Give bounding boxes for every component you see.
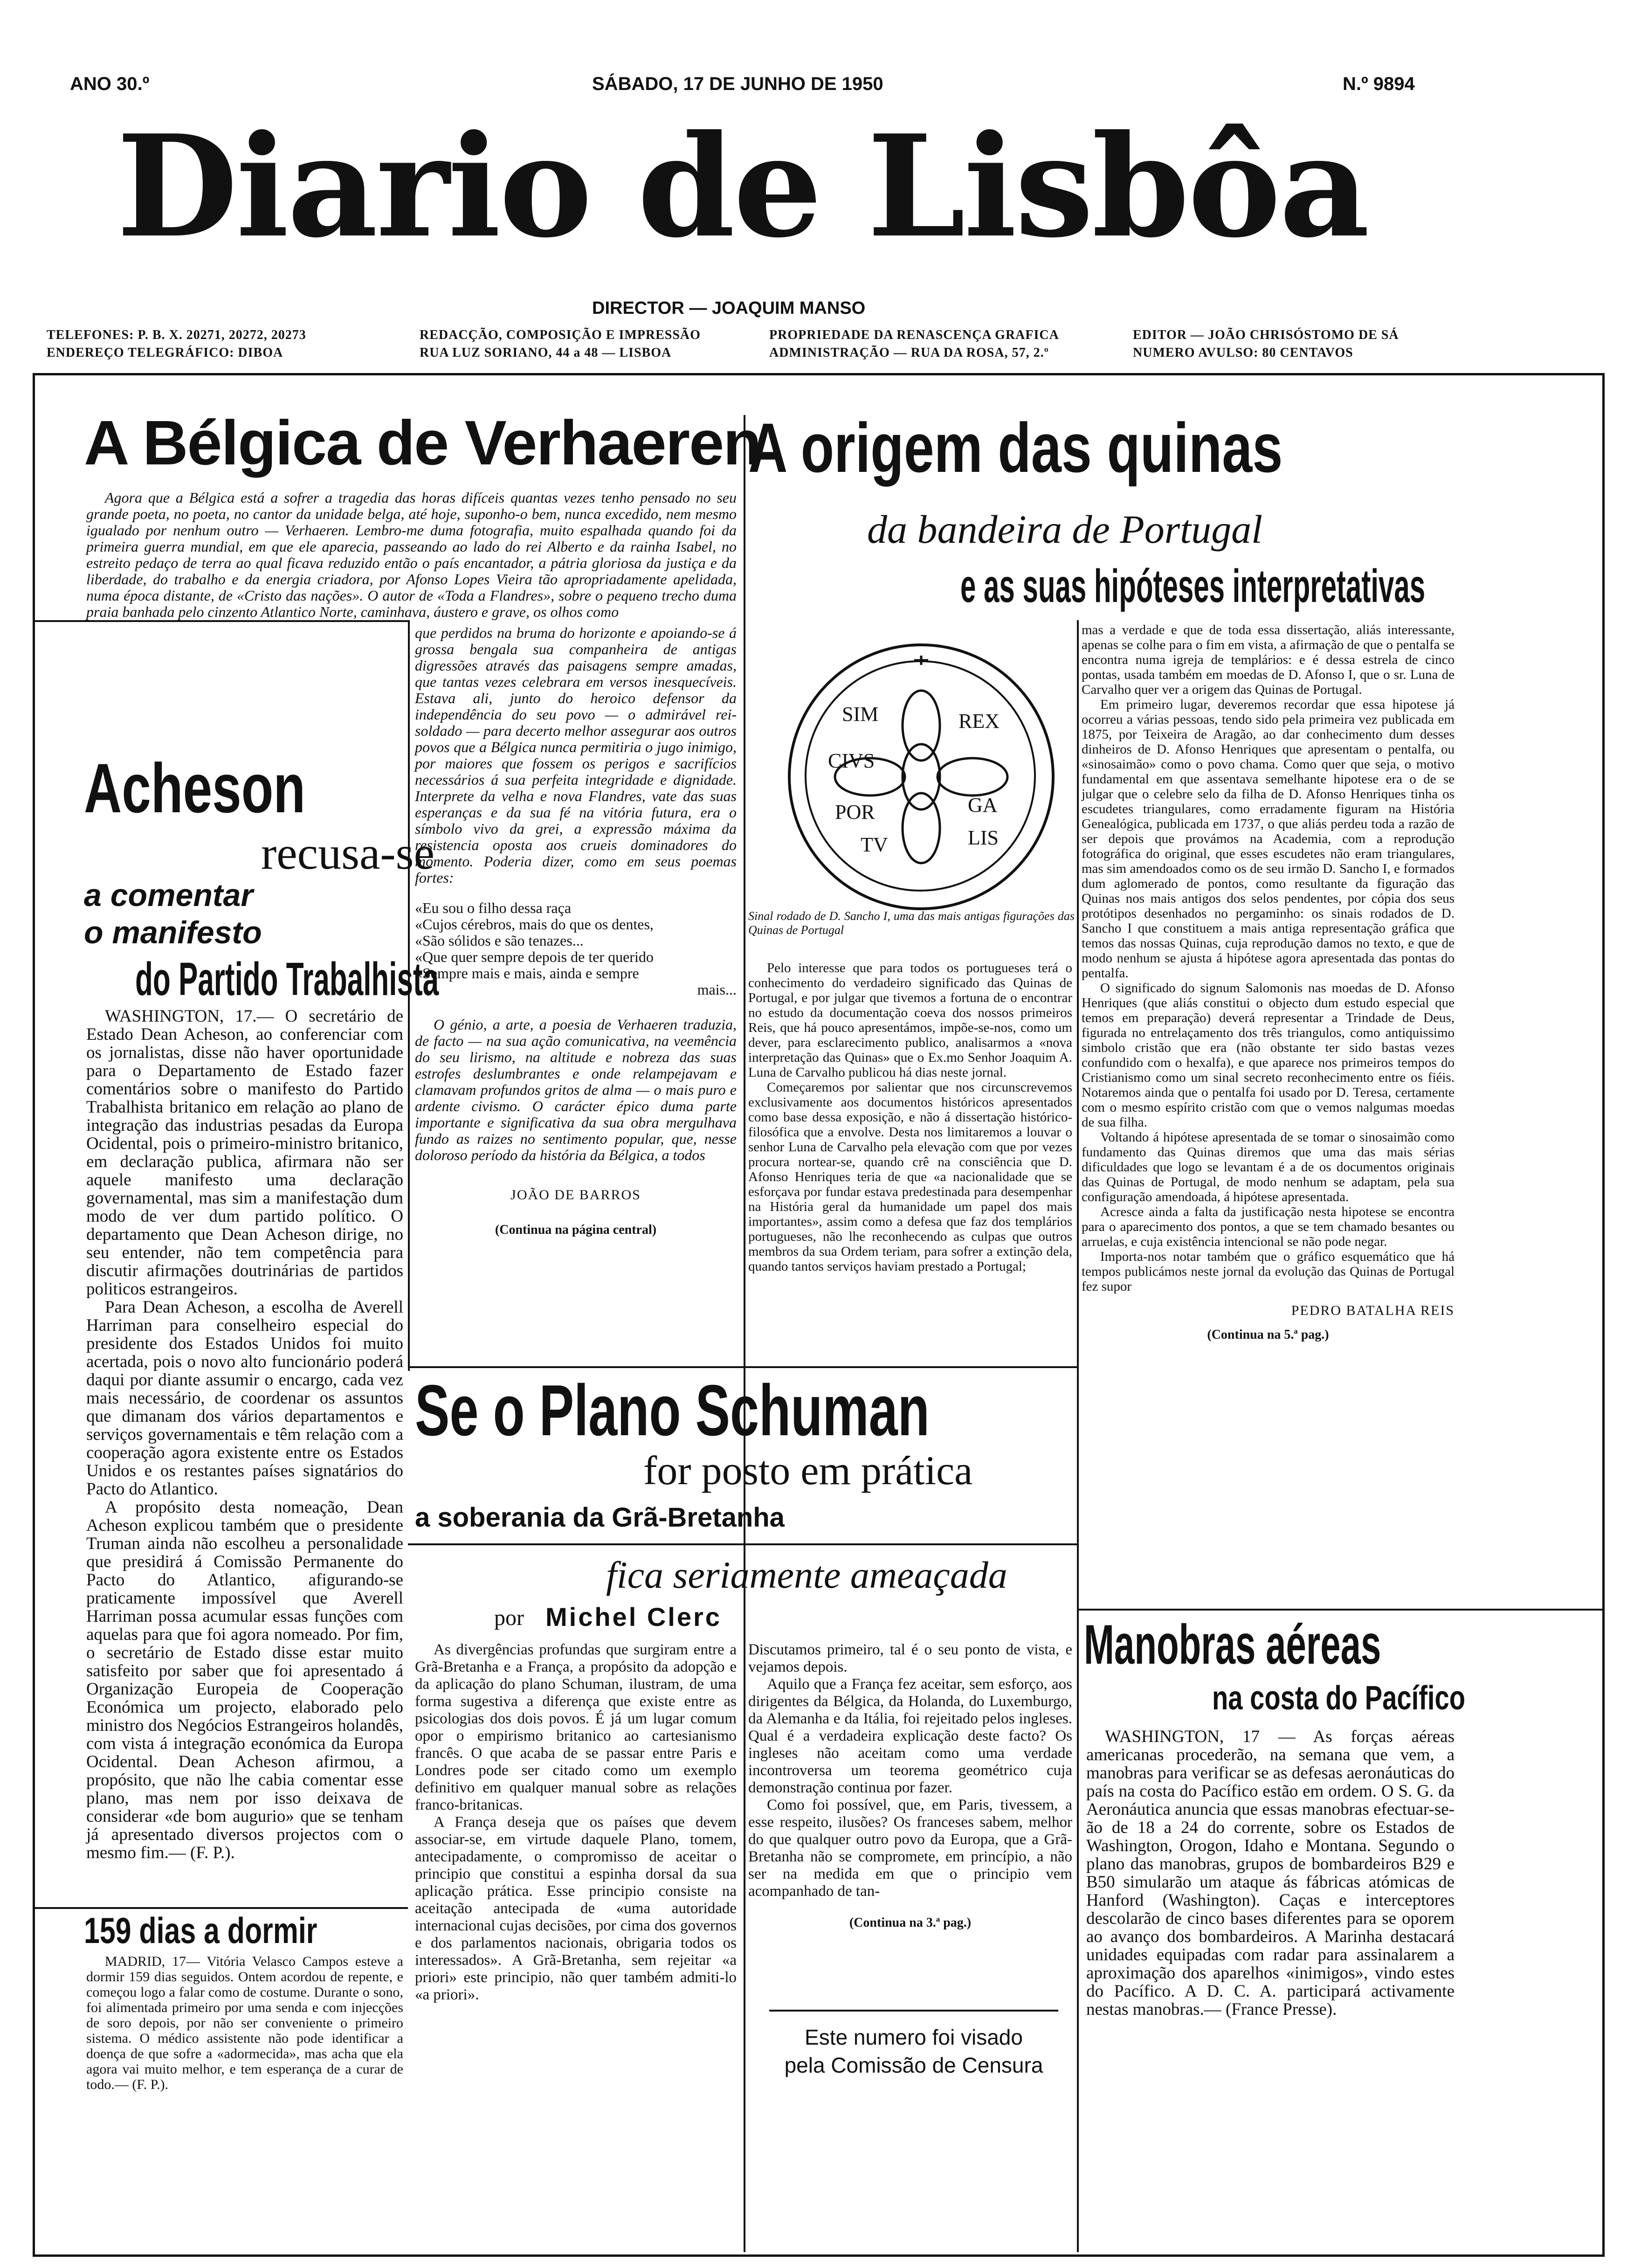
schuman-sub2: a soberania da Grã-Bretanha xyxy=(415,1502,785,1533)
quinas-sub2: e as suas hipóteses interpretativas xyxy=(960,560,1426,612)
seal-word: GA xyxy=(968,794,998,816)
schuman-headline: Se o Plano Schuman xyxy=(415,1370,930,1451)
seal-word: CIVS xyxy=(828,749,875,772)
acheson-sub1: recusa-se xyxy=(261,827,434,879)
belgica-text-left: Agora que a Bélgica está a sofrer a tragedia das horas difíceis quantas vezes tenho pensado no seu grande poeta, no poeta, no cantor da unidade belga, até hoje, suponho-o bem, nunca excedido, nem mesmo igualado por nenhum outro — Verhaeren. Lembro-me duma fotografia, muito espalhada quando foi da primeira guerra mundial, em que ele aparecia, passeando ao lado do rei Alberto e da rainha Isabel, no estreito pedaço de terra ao qual ficava reduzido então o país encantador, a pátria gloriosa da justiça e da liberdade, do trabalho e da energia criadora, por Afonso Lopes Vieira tão apropriadamente apelidada, numa época distante, de «Cristo das nações». O autor de «Toda a Flandres», sobre o pequeno trecho duma praia banhada pelo cinzento Atlantico Norte, caminhava, áustero e grave, os olhos como xyxy=(86,489,737,620)
censor-line2: pela Comissão de Censura xyxy=(784,2053,1043,2077)
rule-schuman-mid xyxy=(408,1543,1077,1545)
belgica-author: JOÃO DE BARROS xyxy=(510,1187,641,1203)
byline-name: Michel Clerc xyxy=(545,1602,722,1632)
poem-line: «Sempre mais e mais, ainda e sempre xyxy=(415,965,639,982)
quinas-col2 xyxy=(1082,622,1455,1342)
dias-headline: 159 dias a dormir xyxy=(84,1910,317,1951)
rule-schuman-top xyxy=(408,1366,1077,1368)
manobras-text: WASHINGTON, 17 — As forças aéreas americanas procederão, na semana que vem, a manobras para verificar se as defesas aeronáuticas do país na costa do Pacífico estão em ordem. O S. G. da Aeronáutica anuncia que essas manobras efectuar-se-ão de 18 a 24 do corrente, sobre os Estados de Washington, Orogon, Idaho e Montana. Segundo o plano das manobras, grupos de bombardeiros B29 e B50 simularão um ataque ás fábricas atómicas de Hanford (Washington). Caças e interceptores descolarão de cinco bases diferentes para se oporem ao avanço dos bombardeiros. A Marinha destacará unidades equipadas com radar para assinalarem a aproximação dos aparelhos «inimigos», vindo estes do Pacífico. A D. C. A. participará activamente nestas manobras.— (France Presse). xyxy=(1086,1727,1455,2019)
seal-caption: Sinal rodado de D. Sancho I, uma das mais antigas figurações das Quinas de Portugal xyxy=(748,909,1075,937)
quinas-author: PEDRO BATALHA REIS xyxy=(1291,1303,1455,1318)
redaction-line1: REDACÇÃO, COMPOSIÇÃO E IMPRESSÃO xyxy=(420,328,701,342)
seal-word: SIM xyxy=(842,703,879,726)
belgica-text-right: que perdidos na bruma do horizonte e apoiando-se á grossa bengala sua companheira de antigas digressões através das paisagens sempre amadas, que tantas vezes celebrara em versos inesquecíveis. Estava ali, junto do heroico defensor da independência do seu povo — o admirável rei-soldado — para decerto melhor assegurar aos outros povos que a Bélgica nunca permitiria o jugo inimigo, por maiores que fossem os perigos e sacrifícios necessários á sua perfeita integridade e dignidade. Interprete da velha e nova Flandres, vate das suas esperanças e da sua fé na vitória futura, era o símbolo vivo da grei, a expressão máxima da resistencia oposta aos crueis dominadores do momento. Poderia dizer, como em seus poemas fortes: xyxy=(415,624,737,886)
acheson-headline: Acheson xyxy=(84,749,306,827)
belgica-headline: A Bélgica de Verhaeren xyxy=(84,408,761,478)
phones: TELEFONES: P. B. X. 20271, 20272, 20273 xyxy=(47,328,306,342)
quinas-sub1: da bandeira de Portugal xyxy=(867,507,1262,552)
quinas-text3: mas a verdade e que de toda essa dissertação, aliás interessante, apenas se colhe para o fim em vista, a afirmação de que o pentalfa se encontra numa igreja de templários: e é dessa estrela de cinco pontas, usada também em moedas de D. Afonso I, que o sr. Luna de Carvalho quer ver a origem das Quinas de Portugal. xyxy=(1082,622,1455,697)
acheson-sub2: a comentar xyxy=(84,878,253,913)
censor-box xyxy=(769,2010,1058,2081)
seal-cross-icon xyxy=(791,646,1052,907)
quinas-text5: O significado do signum Salomonis nas moedas de D. Afonso Henriques (que aliás constitui o objecto dum estudo especial que temos em preparação) deverá representar a Trindade de Deus, figurada no entrelaçamento dos três triangulos, como antiquissimo simbolo cristão que era (não obstante ter sido bastas vezes confundido com o hexalfa), e que aparece nos primeiros tempos do Cristianismo como um sinal secreto reconhecimento entre os fiéis. Notaremos ainda que o pentalfa foi usado por D. Teresa, certamente com o mesmo espírito cristão com que o vemos nalgumas moedas de sua filha. xyxy=(1082,981,1455,1130)
poem-line: mais... xyxy=(697,981,737,998)
seal-word: POR xyxy=(835,801,875,823)
byline-por: por xyxy=(494,1605,524,1630)
schuman-sub3: fica seriamente ameaçada xyxy=(606,1554,1007,1596)
schuman-text4: Aquilo que a França fez aceitar, sem esforço, aos dirigentes da Bélgica, da Holanda, do Luxemburgo, da Alemanha e da Itália, foi rejeitado pelos ingleses. Qual é a verdadeira explicação deste facto? Os ingleses não aceitam como uma verdade incontroversa um teorema geométrico cuja demonstração continua por fazer. xyxy=(748,1676,1072,1796)
telegraph: ENDEREÇO TELEGRÁFICO: DIBOA xyxy=(47,346,283,360)
schuman-sub1: for posto em prática xyxy=(643,1448,973,1494)
rule-dias xyxy=(35,1907,408,1909)
poem-line: «Cujos cérebros, mais do que os dentes, xyxy=(415,916,654,933)
seal-word: LIS xyxy=(968,826,999,849)
schuman-col1 xyxy=(415,1641,737,2004)
belgica-intro xyxy=(86,490,737,620)
poem-line: «Que quer sempre depois de ter querido xyxy=(415,948,654,965)
schuman-text1: As divergências profundas que surgiram entre a Grã-Bretanha e a França, a propósito da adopção e da aplicação do plano Schuman, ilustram, de uma forma sugestiva a diferença que existe entre as psicologias dos dois povos. É já um lugar comum opor o empirismo britanico ao cartesianismo francês. O que acaba de se passar entre Paris e Londres pode ser citado como um exemplo definitivo em qualquer manual sobre as relações franco-britanicas. xyxy=(415,1641,737,1813)
poem-line: «Eu sou o filho dessa raça xyxy=(415,899,572,916)
quinas-text7: Acresce ainda a falta da justificação nesta hipotese se encontra para o aparecimento dos pontos, a que se tem chamado besantes ou arruelas, e cuja existência intencional se não pode negar. xyxy=(1082,1204,1455,1249)
schuman-text5: Como foi possível, que, em Paris, tivessem, a esse respeito, ilusões? Os franceses sabem, melhor do que qualquer outro povo da Europa, que a Grã-Bretanha não se compromete, em princípio, a não ser na medida em que o principio vem acompanhado de tan- xyxy=(748,1797,1072,1900)
quinas-text1: Pelo interesse que para todos os portugueses terá o conhecimento do verdadeiro significado das Quinas de Portugal, e por julgar que tivemos a fortuna de o encontrar no estudo da documentação coeva dos nossos primeiros Reis, que há pouco apresentámos, impõe-se-nos, como um dever, para esclarecimento publico, analisarmos a «nova interpretação das Quinas» que o Ex.mo Senhor Joaquim A. Luna de Carvalho publicou há dias neste jornal. xyxy=(748,961,1072,1080)
acheson-text3: A propósito desta nomeação, Dean Acheson explicou também que o presidente Truman ainda não escolheu a personalidade que presidirá á Comissão Permanente do Pacto do Atlantico, afigurando-se praticamente impossível que Averell Harriman possa acumular essas funções com aquelas para que foi agora nomeado. Por fim, o secretário de Estado disse estar muito satisfeito por saber que foi apresentado á Organização Europeia de Cooperação Económica um projecto, elaborado pelo ministro dos Negócios Estrangeiros holandês, com vista á integração económica da Europa Ocidental. Dean Acheson afirmou, a propósito, que não lhe cabia comentar esse plano, mas nem por isso deixava de considerar «de bom augurio» que se tenham já apresentado diversos projectos com o mesmo fim.— (F. P.). xyxy=(86,1498,403,1862)
redaction-line2: RUA LUZ SORIANO, 44 a 48 — LISBOA xyxy=(420,346,672,360)
dias-text: MADRID, 17— Vitória Velasco Campos esteve a dormir 159 dias seguidos. Ontem acordou de repente, e começou logo a falar como de costume. Durante o sono, foi alimentada primeiro por uma senda e com injecções de soro depois, por não ser conveniente o primeiro sistema. O médico assistente não pode identificar a doença de que sofre a «adormecida», mas acha que ela agora vai muito melhor, e tem esperança de a curar de todo.— (F. P.). xyxy=(86,1954,403,2092)
quinas-text6: Voltando á hipótese apresentada de se tomar o sinosaimão como fundamento das Quinas diremos que uma das mais sérias dificuldades que logo se levantam é a de os documentos originais das Quinas de Portugal, de modo nenhum se adaptam, pela sua configuração amendoada, á hipótese apresentada. xyxy=(1082,1130,1455,1204)
schuman-text2: A França deseja que os países que devem associar-se, em virtude daquele Plano, tomem, antecipadamente, o compromisso de aceitar o principio que constitui a espinha dorsal da sua aplicação prática. Esse principio consiste na aceitação antecipada de «uma autoridade internacional cujas decisões, por cima dos governos e dos parlamentos nacionais, obrigaria todos os interessados». A Grã-Bretanha, sem rejeitar «a priori» este principio, não quer também admiti-lo «a priori». xyxy=(415,1814,737,2003)
masthead-title: Diario de Lisbôa xyxy=(117,104,1368,269)
quinas-text4: Em primeiro lugar, deveremos recordar que essa hipotese já ocorreu a várias pessoas, tendo sido pela primeira vez publicada em 1875, por Teixeira de Aragão, ao dar conhecimento dum desses dinheiros de D. Afonso Henriques que apresentam o pentalfa, ou «sinosaimão» como o povo chama. Como quer que seja, o motivo fundamental em que assentava semelhante hipotese era o de se julgar que o celebre selo da filha de D. Afonso Henriques tinha os escudetes triangulares, como erradamente figuram na História Genealógica, publicada em 1737, o que aliás perdeu toda a razão de ser depois que provámos na Academia, com a reprodução fotográfica do original, que esses escudetes não eram triangulares, mas sim amendoados como os de seu irmão D. Sancho I, e formados dum aglomerado de pontos, como resultante da figuração das Quinas nos mais antigos dos selos pendentes, por cópia dos seus protótipos desenhados no pergaminho: os sinais rodados de D. Sancho I que constituem a mais antiga representação gráfica que temos das nossas Quinas, cuja reprodução damos no texto, e que de modo nenhum se ajusta á hipótese agora apresentada das pontas do pentalfa. xyxy=(1082,697,1455,981)
manobras-sub: na costa do Pacífico xyxy=(1212,1680,1466,1717)
editor-line2: NUMERO AVULSO: 80 CENTAVOS xyxy=(1133,346,1353,360)
poem-line: «São sólidos e são tenazes... xyxy=(415,932,584,949)
manobras-headline: Manobras aéreas xyxy=(1084,1613,1381,1676)
schuman-col2 xyxy=(748,1641,1072,1931)
quinas-text8: Importa-nos notar também que o gráfico esquemático que há tempos publicámos neste jornal da evolução das Quinas de Portugal fez supor xyxy=(1082,1249,1455,1294)
year-label: ANO 30.º xyxy=(70,74,150,94)
sinal-rodado-seal xyxy=(788,643,1055,910)
acheson-text1: WASHINGTON, 17.— O secretário de Estado Dean Acheson, ao conferenciar com os jornalistas, disse não haver oportunidade para o Departamento de Estado fazer comentários sobre o manifesto do Partido Trabalhista britanico em relação ao plano de integração das industrias pesadas da Europa Ocidental, pois o primeiro-ministro britanico, em declaração publica, afirmara não ser aquele manifesto uma declaração governamental, mas sim a manifestação dum modo de ver dum partido político. O departamento que Dean Acheson dirige, no seu entender, não tem competência para discutir afirmações doutrinárias de partidos politicos estrangeiros. xyxy=(86,1007,403,1299)
quinas-headline: A origem das quinas xyxy=(748,408,1283,487)
director-line: DIRECTOR — JOAQUIM MANSO xyxy=(592,298,866,318)
schuman-continued: (Continua na 3.ª pag.) xyxy=(849,1915,972,1930)
property-line2: ADMINISTRAÇÃO — RUA DA ROSA, 57, 2.º xyxy=(769,346,1049,360)
column-rule-center xyxy=(744,415,745,2252)
belgica-column xyxy=(415,625,737,1238)
seal-word: REX xyxy=(958,710,1000,733)
date-label: SÁBADO, 17 DE JUNHO DE 1950 xyxy=(592,74,883,94)
manobras-article xyxy=(1086,1728,1455,2019)
censor-line1: Este numero foi visado xyxy=(805,2025,1023,2049)
quinas-text2: Começaremos por salientar que nos circunscrevemos exclusivamente aos documentos históricos apresentados como base dessa exposição, e não á dissertação histórico-filosófica que a envolve. Desta nos limitaremos a louvar o senhor Luna de Carvalho pela elevação com que por vezes procura nortear-se, quando crê na consciência que D. Afonso Henriques teria de que «a nacionalidade que se esforçava por fundar estava predestinada para desempenhar na História geral da humanidade um papel dos mais importantes», assim como a defesa que faz dos templários portugueses, não lhe reconhecendo as culpas que outros membros da sua Ordem teriam, para sofrer a extinção dela, quando tantos serviços haviam prestado a Portugal; xyxy=(748,1080,1072,1274)
issue-number: N.º 9894 xyxy=(1343,74,1415,94)
quinas-col1 xyxy=(748,961,1072,1274)
editor-line1: EDITOR — JOÃO CHRISÓSTOMO DE SÁ xyxy=(1133,328,1399,342)
rule-belgica xyxy=(35,620,408,622)
acheson-text2: Para Dean Acheson, a escolha de Averell Harriman para conselheiro especial do presidente dos Estados Unidos foi muito acertada, pois o novo alto funcionário poderá daqui por diante assumir o encargo, cada vez mais necessário, de coordenar os assuntos que dimanam dos vários departamentos e serviços governamentais e têm relação com a cooperação agora existente entre os Estados Unidos e os restantes países signatários do Pacto do Atlantico. xyxy=(86,1298,403,1499)
property-line1: PROPRIEDADE DA RENASCENÇA GRAFICA xyxy=(769,328,1059,342)
rule-manobras xyxy=(1077,1609,1604,1611)
belgica-text-end: O génio, a arte, a poesia de Verhaeren traduzia, de facto — na sua ação comunicativa, na veemência do seu lirismo, na altitude e nobreza das suas estrofes deslumbrantes e onde relampejavam e clamavam profundos gritos de alma — o mais puro e ardente civismo. O carácter épico duma parte importante e significativa da sua obra mergulhava fundo as raizes no sentimento popular, que, nesse doloroso período da história da Bélgica, a todos xyxy=(415,1016,737,1163)
acheson-sub3: o manifesto xyxy=(84,915,262,950)
schuman-text3: Discutamos primeiro, tal é o seu ponto de vista, e vejamos depois. xyxy=(748,1641,1072,1675)
acheson-article xyxy=(86,1007,403,1862)
acheson-sub4: do Partido Trabalhista xyxy=(135,953,439,1005)
dias-article xyxy=(86,1954,403,2092)
quinas-continued: (Continua na 5.ª pag.) xyxy=(1207,1328,1329,1342)
seal-word: TV xyxy=(861,833,888,856)
belgica-continued: (Continua na página central) xyxy=(495,1223,657,1237)
